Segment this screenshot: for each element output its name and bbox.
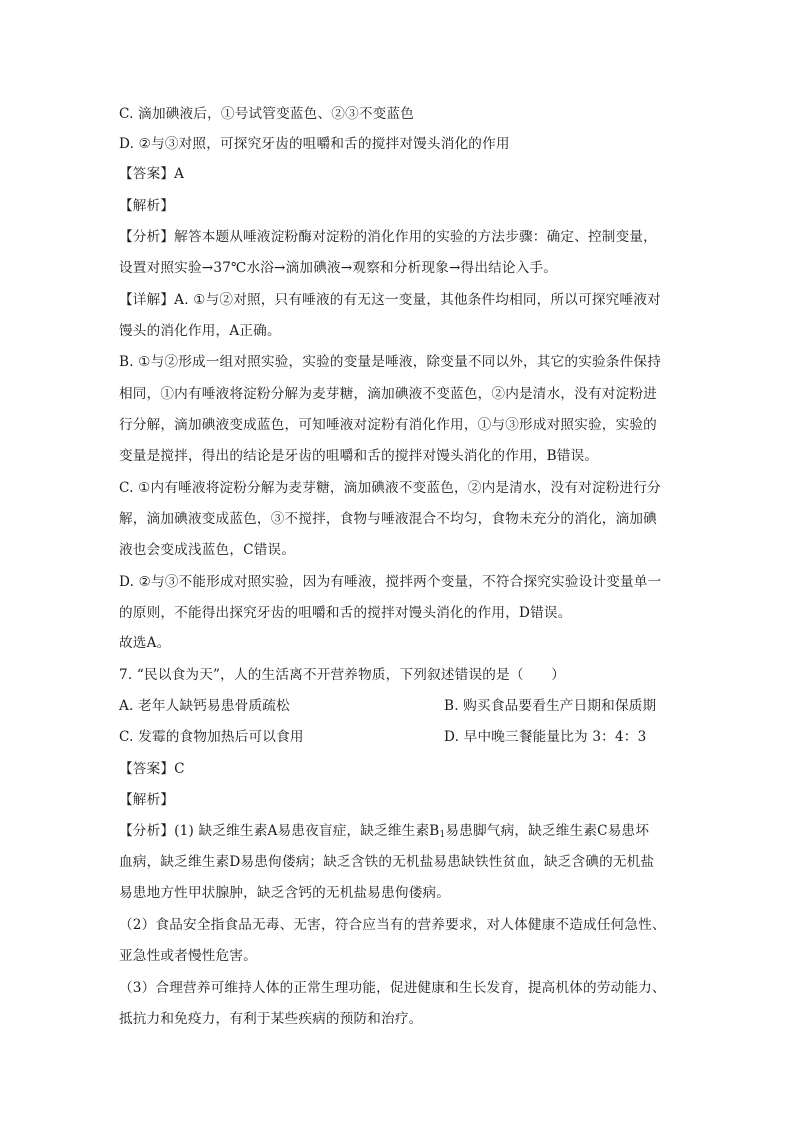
q7-option-c: C. 发霉的食物加热后可以食用 [119, 729, 304, 745]
q6-analysis-fenxi-line2: 设置对照实验→37℃水浴→滴加碘液→观察和分析现象→得出结论入手。 [119, 260, 558, 276]
q6-detail-a-line1: 【详解】A. ①与②对照，只有唾液的有无这一变量，其他条件均相同，所以可探究唾液对 [119, 292, 661, 308]
q7-option-b: B. 购买食品要看生产日期和保质期 [444, 698, 657, 714]
q6-detail-c-line2: 解，滴加碘液变成蓝色，③不搅拌，食物与唾液混合不均匀，食物未充分的消化，滴加碘 [119, 511, 657, 527]
q6-answer: 【答案】A [119, 166, 185, 182]
q6-detail-b-line1: B. ①与②形成一组对照实验，实验的变量是唾液，除变量不同以外，其它的实验条件保持 [119, 354, 661, 370]
q7-answer: 【答案】C [119, 761, 185, 777]
q7-analysis-fenxi-line3: 易患地方性甲状腺肿，缺乏含钙的无机盐易患佝偻病。 [119, 885, 451, 901]
q6-detail-c-line3: 液也会变成浅蓝色，C错误。 [119, 542, 296, 558]
q6-detail-b-line4: 变量是搅拌，得出的结论是牙齿的咀嚼和舌的搅拌对馒头消化的作用，B错误。 [119, 448, 599, 464]
q7-point3-line2: 抵抗力和免疫力，有利于某些疾病的预防和治疗。 [119, 1011, 423, 1027]
q6-option-c: C. 滴加碘液后，①号试管变蓝色、②③不变蓝色 [119, 106, 415, 122]
q7-point2-line1: （2）食品安全指食品无毒、无害，符合应当有的营养要求，对人体健康不造成任何急性、 [119, 917, 666, 933]
q6-detail-b-line3: 行分解，滴加碘液变成蓝色，可知唾液对淀粉有消化作用，①与③形成对照实验，实验的 [119, 417, 657, 433]
q6-detail-b-line2: 相同，①内有唾液将淀粉分解为麦芽糖，滴加碘液不变蓝色，②内是清水，没有对淀粉进 [119, 386, 657, 402]
q6-detail-c-line1: C. ①内有唾液将淀粉分解为麦芽糖，滴加碘液不变蓝色，②内是清水，没有对淀粉进行分 [119, 480, 661, 496]
q6-detail-d-line1: D. ②与③不能形成对照实验，因为有唾液，搅拌两个变量，不符合探究实验设计变量单一 [119, 574, 662, 590]
q6-analysis-title: 【解析】 [119, 198, 175, 214]
q7-option-d: D. 早中晚三餐能量比为 3：4：3 [444, 729, 647, 745]
q6-option-d: D. ②与③对照，可探究牙齿的咀嚼和舌的搅拌对馒头消化的作用 [119, 136, 510, 152]
q7-point3-line1: （3）合理营养可维持人体的正常生理功能，促进健康和生长发育，提高机体的劳动能力、 [119, 980, 666, 996]
q7-fenxi-line1-part-b: 易患脚气病，缺乏维生素C易患坏 [445, 823, 650, 839]
q6-conclusion: 故选A。 [119, 635, 171, 651]
q6-analysis-fenxi-line1: 【分析】解答本题从唾液淀粉酶对淀粉的消化作用的实验的方法步骤：确定、控制变量， [119, 229, 657, 245]
q7-fenxi-subscript: 1 [439, 830, 446, 840]
q7-option-a: A. 老年人缺钙易患骨质疏松 [119, 698, 290, 714]
q7-stem: 7. “民以食为天”，人的生活离不开营养物质，下列叙述错误的是（ ） [119, 667, 566, 683]
q7-analysis-fenxi-line1 [119, 821, 679, 845]
q7-analysis-fenxi-line2: 血病，缺乏维生素D易患佝偻病；缺乏含铁的无机盐易患缺铁性贫血，缺乏含碘的无机盐 [119, 854, 655, 870]
q7-fenxi-line1-part-a: 【分析】(1) 缺乏维生素A易患夜盲症，缺乏维生素B [119, 823, 440, 839]
q7-point2-line2: 亚急性或者慢性危害。 [119, 948, 257, 964]
q6-detail-d-line2: 的原则，不能得出探究牙齿的咀嚼和舌的搅拌对馒头消化的作用，D错误。 [119, 605, 572, 621]
q7-analysis-title: 【解析】 [119, 792, 175, 808]
q6-detail-a-line2: 馒头的消化作用，A正确。 [119, 323, 281, 339]
